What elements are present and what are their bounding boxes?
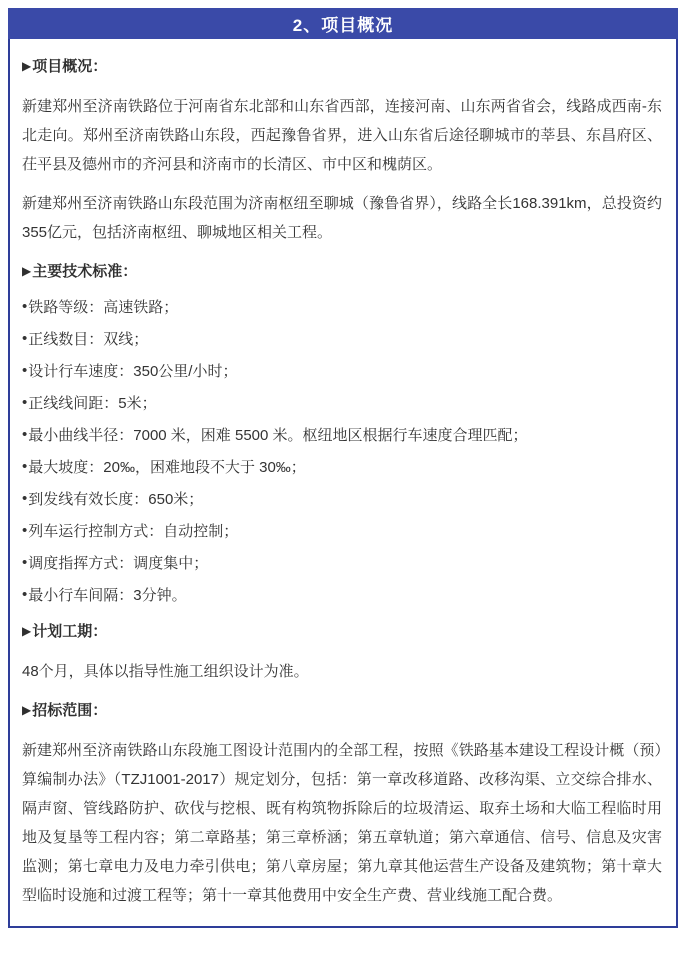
section-arrow-icon: ▶ [22, 264, 32, 278]
heading-label: 项目概况： [32, 58, 108, 75]
overview-paragraph-1: 新建郑州至济南铁路位于河南省东北部和山东省西部，连接河南、山东两省省会，线路成西南-东北走向。郑州至济南铁路山东段，西起豫鲁省界，进入山东省后途径聊城市的莘县、东昌府区、茌平县及德州市的齐河县和济南市的长清区、市中区和槐荫区。 [22, 98, 662, 173]
bullet-icon: • [22, 298, 28, 315]
tech-standard-text: 列车运行控制方式：自动控制； [28, 523, 239, 540]
section-arrow-icon: ▶ [22, 624, 32, 638]
bullet-icon: • [22, 426, 28, 443]
heading-label: 招标范围： [32, 702, 108, 719]
tech-standard-item [22, 521, 662, 543]
heading-label: 计划工期： [32, 623, 108, 640]
content-body [10, 39, 676, 926]
bullet-icon: • [22, 586, 28, 603]
tech-standard-text: 设计行车速度：350公里/小时； [28, 363, 238, 380]
heading-schedule [22, 617, 662, 647]
section-title-bar [8, 8, 678, 39]
content-panel [8, 39, 678, 928]
tech-standard-text: 铁路等级：高速铁路； [28, 299, 179, 316]
tech-standard-text: 最小曲线半径：7000 米，困难 5500 米。枢纽地区根据行车速度合理匹配； [28, 427, 528, 444]
tech-standard-item [22, 297, 662, 319]
tech-standard-text: 正线数目：双线； [28, 331, 149, 348]
tech-standard-text: 调度指挥方式：调度集中； [28, 555, 209, 572]
heading-label: 主要技术标准： [32, 263, 138, 280]
tech-standard-text: 正线线间距：5米； [28, 395, 157, 412]
tech-standard-item [22, 361, 662, 383]
tech-standard-text: 最大坡度：20‰，困难地段不大于 30‰； [28, 459, 306, 476]
page-title: 2、项目概况 [292, 16, 394, 35]
tech-standard-item [22, 457, 662, 479]
section-arrow-icon: ▶ [22, 703, 32, 717]
heading-bid-scope [22, 696, 662, 726]
schedule-paragraph: 48个月，具体以指导性施工组织设计为准。 [22, 663, 309, 680]
bullet-icon: • [22, 362, 28, 379]
bullet-icon: • [22, 330, 28, 347]
tech-standard-item [22, 553, 662, 575]
bullet-icon: • [22, 458, 28, 475]
tech-standard-item [22, 425, 662, 447]
overview-paragraph-2: 新建郑州至济南铁路山东段范围为济南枢纽至聊城（豫鲁省界），线路全长168.391km，总投资约355亿元，包括济南枢纽、聊城地区相关工程。 [22, 195, 662, 241]
tech-standard-item [22, 489, 662, 511]
heading-tech-standards [22, 257, 662, 287]
tech-standard-text: 到发线有效长度：650米； [28, 491, 204, 508]
bid-scope-paragraph: 新建郑州至济南铁路山东段施工图设计范围内的全部工程，按照《铁路基本建设工程设计概（预）算编制办法》（TZJ1001-2017）规定划分，包括：第一章改移道路、改移沟渠、立交综合排水、隔声窗、管线路防护、砍伐与挖根、既有构筑物拆除后的垃圾清运、取弃土场和大临工程临时用地及复垦等工程内容；第二章路基；第三章桥涵；第五章轨道；第六章通信、信号、信息及灾害监测；第七章电力及电力牵引供电；第八章房屋；第九章其他运营生产设备及建筑物；第十章大型临时设施和过渡工程等；第十一章其他费用中安全生产费、营业线施工配合费。 [22, 742, 662, 904]
tech-standard-item [22, 585, 662, 607]
bullet-icon: • [22, 490, 28, 507]
bullet-icon: • [22, 522, 28, 539]
tech-standard-item [22, 329, 662, 351]
tech-standard-text: 最小行车间隔：3分钟。 [28, 587, 187, 604]
heading-project-overview [22, 52, 662, 82]
section-arrow-icon: ▶ [22, 59, 32, 73]
bullet-icon: • [22, 394, 28, 411]
bullet-icon: • [22, 554, 28, 571]
tech-standard-item [22, 393, 662, 415]
